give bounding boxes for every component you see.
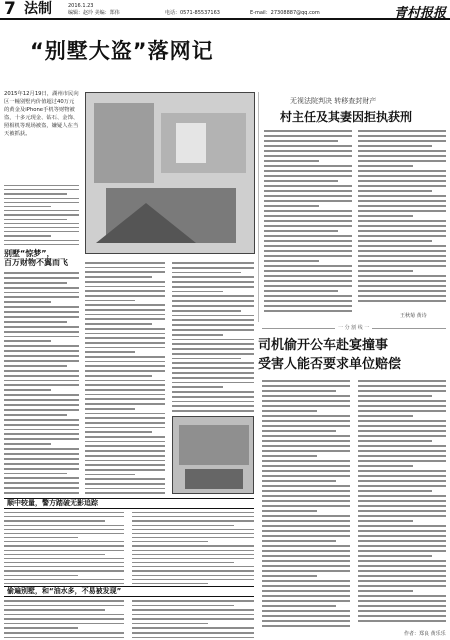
main-headline: “别墅大盗”落网记 bbox=[30, 39, 214, 63]
right-bottom-headline-2: 受害人能否要求单位赔偿 bbox=[258, 357, 402, 372]
right-bottom-author: 作者：郑良 黄乐乐 bbox=[404, 631, 446, 637]
separator-label: 一 分 割 线 一 bbox=[335, 324, 372, 331]
subhead-pursuit: 顺中较量，警方踏破无影追踪 bbox=[4, 498, 254, 509]
subhead-villa-targets: 偷遍别墅，和“油水多，不易被发现” bbox=[4, 586, 254, 597]
newspaper-logo: 青村报报 bbox=[393, 6, 446, 21]
column-1-text bbox=[4, 272, 79, 494]
subhead-million-loss: 百万财物不翼而飞 bbox=[4, 258, 68, 267]
column-3-text bbox=[172, 262, 254, 412]
lead-text-block bbox=[4, 185, 79, 245]
right-kicker: 无视法院判决 转移查封财产 bbox=[290, 97, 377, 105]
lead-paragraph: 2015年12月19日，湖州市民向区一幢别墅内价值超过40万元的黄金及iPhone手机等财物被盗，十多元现金、钻石、金饰、照相机等现场被盗，嫌疑人在当天被抓获。 bbox=[4, 91, 79, 137]
right-top-author: 王秋菊 黄诗 bbox=[400, 313, 427, 319]
column-divider bbox=[258, 92, 259, 322]
right-headline: 村主任及其妻因拒执获刑 bbox=[280, 110, 413, 124]
photo-small-image bbox=[173, 417, 254, 494]
bottom-left-text-b bbox=[132, 512, 254, 584]
photo-image bbox=[86, 93, 255, 254]
right-bottom-text-b bbox=[358, 380, 446, 628]
bottom-left-text-a bbox=[4, 512, 124, 584]
photo-villa-interior bbox=[85, 92, 255, 254]
page-number: 7 bbox=[4, 0, 16, 19]
photo-small bbox=[172, 416, 254, 494]
bottom-left-text-d bbox=[132, 600, 254, 638]
bottom-left-text-c bbox=[4, 600, 124, 638]
column-2-text bbox=[85, 262, 165, 494]
right-bottom-headline-1: 司机偷开公车赴宴撞事 bbox=[258, 338, 389, 353]
masthead bbox=[0, 0, 450, 20]
right-top-text-b bbox=[358, 130, 446, 310]
phone-line: 电话：0571-85537163 bbox=[165, 10, 220, 16]
subhead-villa-shock: 别墅“惊梦”， bbox=[4, 249, 55, 258]
right-top-text-a bbox=[264, 130, 352, 318]
date-label: 2016.1.23 bbox=[68, 3, 94, 9]
right-bottom-text-a bbox=[262, 380, 350, 635]
section-name: 法制 bbox=[24, 1, 52, 17]
editor-line: 编辑：赵玲 美编：郑伟 bbox=[68, 10, 120, 16]
email-line: E-mail：27308887@qq.com bbox=[250, 10, 320, 16]
